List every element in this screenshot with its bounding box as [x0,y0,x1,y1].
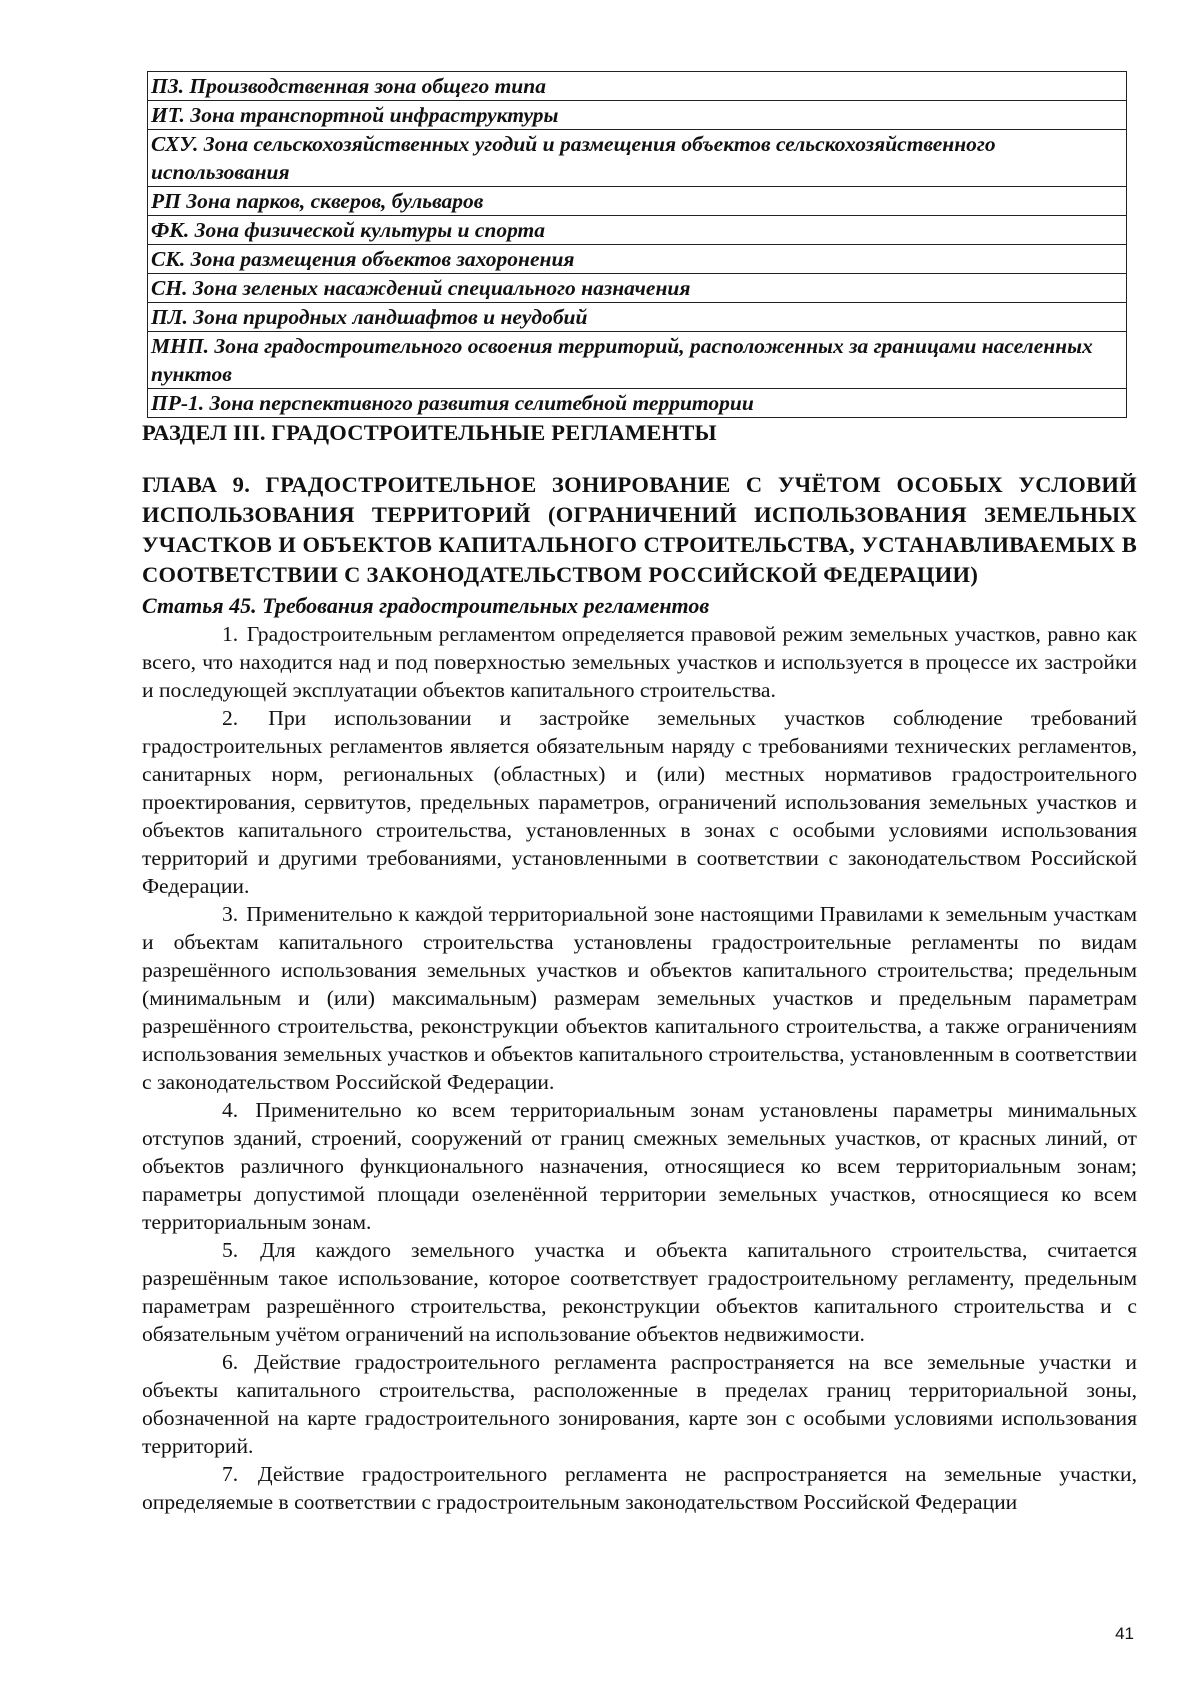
paragraph-number: 3. [222,902,239,926]
zone-table [147,71,1127,418]
zone-cell: МНП. Зона градостроительного освоения территорий, расположенных за границами населенных пунктов [148,332,1127,389]
paragraph [142,704,1137,900]
table-row [148,245,1127,274]
document-body [142,418,1137,1516]
zone-cell: СК. Зона размещения объектов захоронения [148,245,1127,274]
paragraph-text: Применительно ко всем территориальным зонам установлены параметры минимальных отступов зданий, строений, сооружений от границ смежных земельных участков, от красных линий, от объектов различного функционального назначения, относящиеся ко всем территориальным зонам; параметры допустимой площади озеленённой территории земельных участков, относящиеся ко всем территориальным зонам. [142,1098,1137,1234]
paragraph [142,1236,1137,1348]
zone-cell: СХУ. Зона сельскохозяйственных угодий и размещения объектов сельскохозяйственного использования [148,130,1127,187]
zone-cell: РП Зона парков, скверов, бульваров [148,187,1127,216]
paragraph-number: 5. [222,1238,239,1262]
table-row [148,332,1127,389]
table-row [148,187,1127,216]
zone-cell: СН. Зона зеленых насаждений специального назначения [148,274,1127,303]
paragraph [142,1348,1137,1460]
paragraph-text: Градостроительным регламентом определяется правовой режим земельных участков, равно как всего, что находится над и под поверхностью земельных участков и используется в процессе их застройки и последующей эксплуатации объектов капитального строительства. [142,622,1137,702]
zone-cell: ПЛ. Зона природных ландшафтов и неудобий [148,303,1127,332]
zone-cell: ФК. Зона физической культуры и спорта [148,216,1127,245]
paragraph-number: 7. [222,1462,239,1486]
paragraph [142,900,1137,1096]
article-title: Статья 45. Требования градостроительных регламентов [142,593,710,618]
table-row [148,303,1127,332]
paragraph-number: 1. [222,622,239,646]
paragraph-number: 6. [222,1350,239,1374]
paragraph-text: Действие градостроительного регламента распространяется на все земельные участки и объекты капитального строительства, расположенные в пределах границ территориальной зоны, обозначенной на карте градостроительного зонирования, карте зон с особыми условиями использования территорий. [142,1350,1137,1458]
table-row [148,389,1127,418]
paragraph [142,620,1137,704]
table-row [148,216,1127,245]
paragraph [142,1096,1137,1236]
table-row [148,274,1127,303]
paragraph [142,1460,1137,1516]
zone-cell: ПР-1. Зона перспективного развития селитебной территории [148,389,1127,418]
table-row [148,130,1127,187]
table-row [148,101,1127,130]
table-row [148,72,1127,101]
chapter-title: ГЛАВА 9. ГРАДОСТРОИТЕЛЬНОЕ ЗОНИРОВАНИЕ С УЧЁТОМ ОСОБЫХ УСЛОВИЙ ИСПОЛЬЗОВАНИЯ ТЕРРИТОРИЙ (ОГРАНИЧЕНИЙ ИСПОЛЬЗОВАНИЯ ЗЕМЕЛЬНЫХ УЧАСТКОВ И ОБЪЕКТОВ КАПИТАЛЬНОГО СТРОИТЕЛЬСТВА, УСТАНАВЛИВАЕМЫХ В СООТВЕТСТВИИ С ЗАКОНОДАТЕЛЬСТВОМ РОССИЙСКОЙ ФЕДЕРАЦИИ) [142,472,1137,587]
zone-cell: ИТ. Зона транспортной инфраструктуры [148,101,1127,130]
paragraph-text: Применительно к каждой территориальной зоне настоящими Правилами к земельным участкам и объектам капитального строительства установлены градостроительные регламенты по видам разрешённого использования земельных участков и объектов капитального строительства; предельным (минимальным и (или) максимальным) размерам земельных участков и предельным параметрам разрешённого строительства, реконструкции объектов капитального строительства, а также ограничениям использования земельных участков и объектов капитального строительства, установленным в соответствии с законодательством Российской Федерации. [142,902,1137,1094]
page-number: 41 [1115,1624,1134,1643]
paragraph-number: 4. [222,1098,239,1122]
paragraph-number: 2. [222,706,239,730]
section-title: РАЗДЕЛ III. ГРАДОСТРОИТЕЛЬНЫЕ РЕГЛАМЕНТЫ [142,420,717,445]
paragraph-text: При использовании и застройке земельных участков соблюдение требований градостроительных регламентов является обязательным наряду с требованиями технических регламентов, санитарных норм, региональных (областных) и (или) местных нормативов градостроительного проектирования, сервитутов, предельных параметров, ограничений использования земельных участков и объектов капитального строительства, установленных в зонах с особыми условиями использования территорий и другими требованиями, установленными в соответствии с законодательством Российской Федерации. [142,706,1137,898]
paragraph-text: Для каждого земельного участка и объекта капитального строительства, считается разрешённым такое использование, которое соответствует градостроительному регламенту, предельным параметрам разрешённого строительства, реконструкции объектов капитального строительства и с обязательным учётом ограничений на использование объектов недвижимости. [142,1238,1137,1346]
paragraph-text: Действие градостроительного регламента не распространяется на земельные участки, определяемые в соответствии с градостроительным законодательством Российской Федерации [142,1462,1137,1514]
zone-cell: ПЗ. Производственная зона общего типа [148,72,1127,101]
